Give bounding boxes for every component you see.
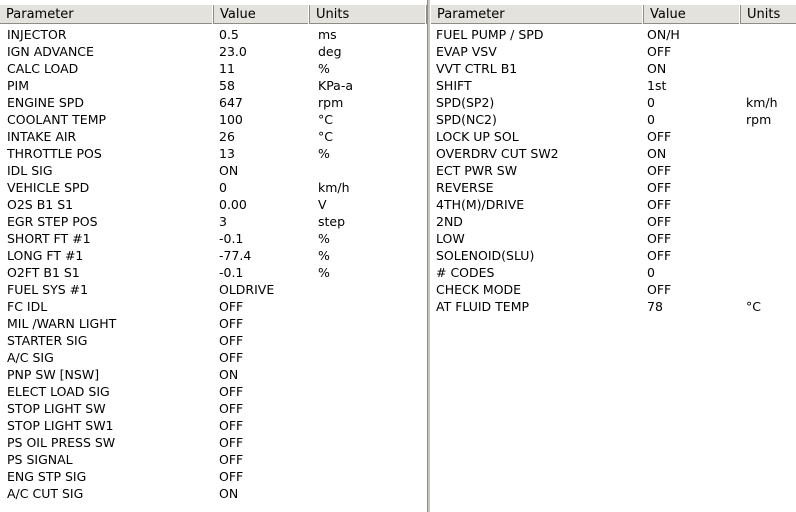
parameter-cell: STOP LIGHT SW	[7, 401, 106, 416]
parameter-cell: INTAKE AIR	[7, 129, 77, 144]
value-cell: ON	[219, 367, 239, 382]
parameter-cell: LOW	[436, 231, 465, 246]
left-header-value[interactable]: Value	[214, 5, 310, 24]
table-row[interactable]	[431, 196, 796, 213]
table-row[interactable]	[0, 468, 427, 485]
parameter-cell: CHECK MODE	[436, 282, 522, 297]
value-cell: OFF	[647, 197, 672, 212]
table-row[interactable]	[0, 349, 427, 366]
parameter-cell: PS OIL PRESS SW	[7, 435, 116, 450]
units-cell: %	[318, 146, 330, 161]
value-cell: OFF	[219, 333, 244, 348]
units-cell: %	[318, 231, 330, 246]
table-row[interactable]	[0, 26, 427, 43]
value-cell: 11	[219, 61, 235, 76]
parameter-cell: SHORT FT #1	[7, 231, 91, 246]
value-cell: 0.5	[219, 27, 239, 42]
table-row[interactable]	[0, 315, 427, 332]
parameter-cell: COOLANT TEMP	[7, 112, 107, 127]
table-row[interactable]	[0, 417, 427, 434]
parameter-cell: VVT CTRL B1	[436, 61, 518, 76]
value-cell: OFF	[647, 282, 672, 297]
parameter-cell: THROTTLE POS	[7, 146, 102, 161]
table-row[interactable]	[0, 264, 427, 281]
value-cell: ON	[647, 146, 667, 161]
table-row[interactable]	[0, 179, 427, 196]
table-row[interactable]	[0, 281, 427, 298]
value-cell: 647	[219, 95, 243, 110]
value-cell: OFF	[219, 299, 244, 314]
table-row[interactable]	[431, 77, 796, 94]
parameter-cell: STARTER SIG	[7, 333, 88, 348]
units-cell: °C	[746, 299, 761, 314]
parameter-cell: ECT PWR SW	[436, 163, 518, 178]
parameter-cell: FC IDL	[7, 299, 48, 314]
value-cell: ON	[219, 163, 239, 178]
table-row[interactable]	[431, 298, 796, 315]
value-cell: OFF	[219, 384, 244, 399]
table-row[interactable]	[0, 111, 427, 128]
value-cell: 26	[219, 129, 235, 144]
table-row[interactable]	[431, 230, 796, 247]
value-cell: 1st	[647, 78, 667, 93]
table-row[interactable]	[0, 485, 427, 502]
value-cell: OFF	[219, 435, 244, 450]
table-row[interactable]	[431, 43, 796, 60]
parameter-cell: STOP LIGHT SW1	[7, 418, 114, 433]
parameter-cell: 4TH(M)/DRIVE	[436, 197, 525, 212]
parameter-cell: PNP SW [NSW]	[7, 367, 100, 382]
right-header-value[interactable]: Value	[644, 5, 741, 24]
value-cell: OLDRIVE	[219, 282, 275, 297]
value-cell: -0.1	[219, 265, 244, 280]
units-cell: rpm	[746, 112, 772, 127]
value-cell: OFF	[647, 44, 672, 59]
parameter-cell: O2FT B1 S1	[7, 265, 80, 280]
right-rows	[431, 26, 796, 315]
units-cell: %	[318, 265, 330, 280]
parameter-cell: SPD(NC2)	[436, 112, 497, 127]
table-row[interactable]	[0, 230, 427, 247]
table-row[interactable]	[431, 264, 796, 281]
value-cell: -77.4	[219, 248, 252, 263]
value-cell: OFF	[219, 401, 244, 416]
value-cell: OFF	[219, 418, 244, 433]
table-row[interactable]	[0, 60, 427, 77]
right-data-panel	[431, 0, 796, 512]
value-cell: 0	[219, 180, 227, 195]
table-row[interactable]	[0, 77, 427, 94]
value-cell: OFF	[647, 129, 672, 144]
parameter-cell: EGR STEP POS	[7, 214, 98, 229]
value-cell: 23.0	[219, 44, 247, 59]
value-cell: 0	[647, 265, 655, 280]
value-cell: ON	[219, 486, 239, 501]
units-cell: step	[318, 214, 346, 229]
value-cell: ON	[647, 61, 667, 76]
table-row[interactable]	[0, 247, 427, 264]
table-row[interactable]	[0, 383, 427, 400]
table-row[interactable]	[431, 94, 796, 111]
table-row[interactable]	[431, 213, 796, 230]
parameter-cell: FUEL PUMP / SPD	[436, 27, 544, 42]
table-row[interactable]	[0, 434, 427, 451]
parameter-cell: CALC LOAD	[7, 61, 79, 76]
parameter-cell: EVAP VSV	[436, 44, 497, 59]
value-cell: -0.1	[219, 231, 244, 246]
value-cell: 3	[219, 214, 227, 229]
value-cell: OFF	[647, 163, 672, 178]
table-row[interactable]	[0, 332, 427, 349]
table-row[interactable]	[431, 111, 796, 128]
table-row[interactable]	[431, 179, 796, 196]
left-column-header	[0, 4, 427, 24]
value-cell: OFF	[647, 180, 672, 195]
table-row[interactable]	[0, 451, 427, 468]
parameter-cell: FUEL SYS #1	[7, 282, 89, 297]
value-cell: 100	[219, 112, 243, 127]
value-cell: OFF	[647, 231, 672, 246]
parameter-cell: ENGINE SPD	[7, 95, 84, 110]
parameter-cell: OVERDRV CUT SW2	[436, 146, 559, 161]
table-row[interactable]	[0, 43, 427, 60]
units-cell: ms	[318, 27, 337, 42]
table-row[interactable]	[0, 128, 427, 145]
parameter-cell: REVERSE	[436, 180, 494, 195]
table-row[interactable]	[0, 213, 427, 230]
value-cell: 78	[647, 299, 663, 314]
parameter-cell: IDL SIG	[7, 163, 53, 178]
parameter-cell: PS SIGNAL	[7, 452, 73, 467]
units-cell: °C	[318, 112, 333, 127]
value-cell: OFF	[219, 350, 244, 365]
value-cell: OFF	[219, 452, 244, 467]
units-cell: km/h	[318, 180, 350, 195]
parameter-cell: ENG STP SIG	[7, 469, 87, 484]
parameter-cell: IGN ADVANCE	[7, 44, 94, 59]
parameter-cell: A/C SIG	[7, 350, 54, 365]
units-cell: km/h	[746, 95, 778, 110]
value-cell: OFF	[647, 214, 672, 229]
table-row[interactable]	[0, 298, 427, 315]
value-cell: OFF	[219, 316, 244, 331]
parameter-cell: SHIFT	[436, 78, 472, 93]
right-column-header	[431, 4, 796, 24]
table-row[interactable]	[431, 162, 796, 179]
table-row[interactable]	[0, 400, 427, 417]
table-row[interactable]	[0, 145, 427, 162]
units-cell: KPa-a	[318, 78, 354, 93]
parameter-cell: A/C CUT SIG	[7, 486, 84, 501]
units-cell: V	[318, 197, 327, 212]
right-header-parameter[interactable]: Parameter	[431, 5, 644, 24]
parameter-cell: LOCK UP SOL	[436, 129, 519, 144]
parameter-cell: AT FLUID TEMP	[436, 299, 530, 314]
table-row[interactable]	[431, 128, 796, 145]
parameter-cell: MIL /WARN LIGHT	[7, 316, 117, 331]
units-cell: %	[318, 248, 330, 263]
parameter-cell: PIM	[7, 78, 30, 93]
parameter-cell: ELECT LOAD SIG	[7, 384, 110, 399]
value-cell: 0	[647, 95, 655, 110]
left-rows	[0, 26, 427, 502]
parameter-cell: INJECTOR	[7, 27, 67, 42]
value-cell: 13	[219, 146, 235, 161]
value-cell: 0	[647, 112, 655, 127]
table-row[interactable]	[431, 247, 796, 264]
parameter-cell: SOLENOID(SLU)	[436, 248, 535, 263]
parameter-cell: 2ND	[436, 214, 463, 229]
table-row[interactable]	[0, 94, 427, 111]
right-header-units[interactable]: Units	[747, 7, 781, 22]
table-row[interactable]	[0, 162, 427, 179]
value-cell: ON/H	[647, 27, 680, 42]
table-row[interactable]	[431, 281, 796, 298]
value-cell: OFF	[219, 469, 244, 484]
units-cell: °C	[318, 129, 333, 144]
parameter-cell: # CODES	[436, 265, 495, 280]
table-row[interactable]	[0, 366, 427, 383]
parameter-cell: O2S B1 S1	[7, 197, 74, 212]
parameter-cell: LONG FT #1	[7, 248, 84, 263]
value-cell: 0.00	[219, 197, 247, 212]
value-cell: OFF	[647, 248, 672, 263]
table-row[interactable]	[0, 196, 427, 213]
parameter-cell: VEHICLE SPD	[7, 180, 90, 195]
parameter-cell: SPD(SP2)	[436, 95, 495, 110]
left-header-units[interactable]: Units	[310, 5, 427, 24]
value-cell: 58	[219, 78, 235, 93]
table-row[interactable]	[431, 60, 796, 77]
table-row[interactable]	[431, 145, 796, 162]
units-cell: deg	[318, 44, 342, 59]
left-header-parameter[interactable]: Parameter	[0, 5, 214, 24]
units-cell: rpm	[318, 95, 344, 110]
units-cell: %	[318, 61, 330, 76]
table-row[interactable]	[431, 26, 796, 43]
